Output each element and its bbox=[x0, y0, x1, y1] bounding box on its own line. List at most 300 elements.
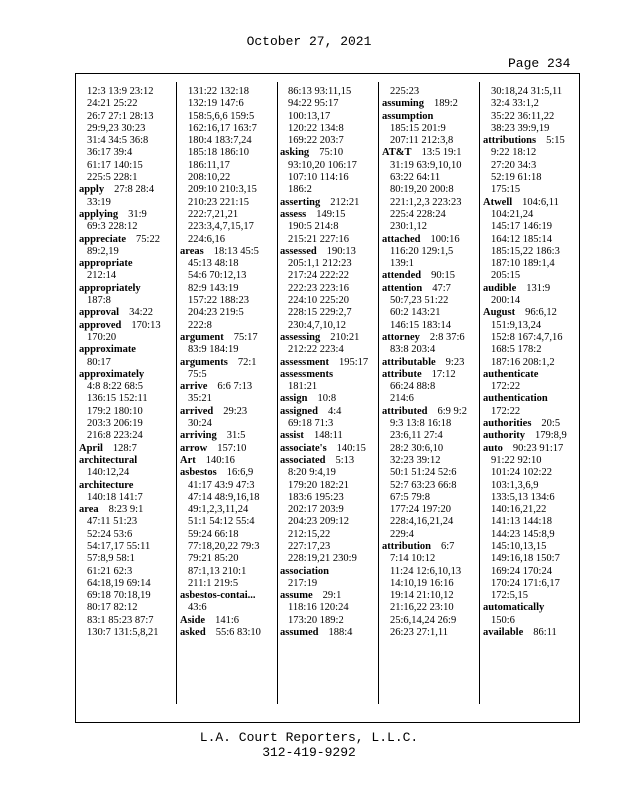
index-term: attribute bbox=[382, 368, 422, 380]
index-refs-line: 211:1 219:5 bbox=[188, 577, 239, 589]
index-term: authentication bbox=[483, 393, 548, 405]
index-refs-line: 158:5,6,6 159:5 bbox=[188, 110, 255, 122]
index-refs-line: 229:4 bbox=[390, 528, 414, 540]
index-entry bbox=[483, 443, 580, 455]
index-refs: 9:23 bbox=[445, 356, 465, 368]
index-refs-line: 59:24 66:18 bbox=[188, 528, 239, 540]
index-refs-line: 83:8 203:4 bbox=[390, 344, 436, 356]
index-term: appropriately bbox=[79, 282, 141, 294]
index-refs-line: 187:10 189:1,4 bbox=[491, 258, 555, 270]
index-refs: 157:10 bbox=[217, 442, 247, 454]
index-refs-line: 225:5 228:1 bbox=[87, 172, 138, 184]
index-refs-line: 200:14 bbox=[491, 295, 521, 307]
index-refs-line: 222:8 bbox=[188, 319, 212, 331]
index-refs-line: 60:2 143:21 bbox=[390, 307, 441, 319]
index-refs-line: 177:24 197:20 bbox=[390, 504, 451, 516]
index-term: assumed bbox=[280, 627, 319, 639]
index-refs-line: 25:6,14,24 26:9 bbox=[390, 614, 457, 626]
footer bbox=[0, 730, 618, 760]
index-refs: 4:4 bbox=[327, 405, 342, 417]
index-entry bbox=[280, 443, 377, 455]
index-refs-line: 208:10,22 bbox=[188, 172, 231, 184]
index-term: assigned bbox=[280, 405, 318, 417]
page-date: October 27, 2021 bbox=[246, 34, 372, 49]
index-refs-line: 69:3 228:12 bbox=[87, 221, 138, 233]
index-refs-line: 204:23 209:12 bbox=[288, 516, 349, 528]
index-term: architecture bbox=[79, 479, 134, 491]
index-term: assist bbox=[280, 430, 304, 442]
index-refs-line: 187:8 bbox=[87, 295, 111, 307]
index-refs-line: 12:3 13:9 23:12 bbox=[87, 86, 154, 97]
index-refs-line: 19:14 21:10,12 bbox=[390, 590, 454, 602]
index-term: appreciate bbox=[79, 233, 127, 245]
index-refs: 86:11 bbox=[533, 627, 557, 639]
index-refs-line: 209:10 210:3,15 bbox=[188, 184, 257, 196]
index-entry bbox=[483, 430, 580, 442]
index-refs-line: 140:12,24 bbox=[87, 467, 130, 479]
index-refs-line: 31:19 63:9,10,10 bbox=[390, 159, 462, 171]
index-refs-line: 61:17 140:15 bbox=[87, 159, 143, 171]
index-column-1 bbox=[79, 86, 176, 639]
index-refs-line: 170:20 bbox=[87, 331, 117, 343]
index-refs-line: 45:13 48:18 bbox=[188, 258, 239, 270]
index-refs: 149:15 bbox=[316, 208, 346, 220]
index-entry bbox=[79, 480, 176, 492]
index-refs: 29:1 bbox=[322, 590, 342, 602]
index-refs-line: 214:6 bbox=[390, 393, 414, 405]
index-term: apply bbox=[79, 184, 105, 196]
index-refs: 8:23 9:1 bbox=[108, 504, 144, 516]
index-refs: 16:6,9 bbox=[226, 467, 254, 479]
index-refs-line: 23:6,11 27:4 bbox=[390, 430, 443, 442]
index-refs-line: 186:2 bbox=[288, 184, 312, 196]
index-term: arrive bbox=[180, 381, 208, 393]
index-refs: 179:8,9 bbox=[535, 430, 567, 442]
index-term: authorities bbox=[483, 418, 532, 430]
index-refs-line: 75:5 bbox=[188, 368, 207, 380]
index-refs-line: 64:18,19 69:14 bbox=[87, 577, 151, 589]
index-term: arriving bbox=[180, 430, 217, 442]
index-refs: 148:11 bbox=[313, 430, 343, 442]
index-entry bbox=[79, 209, 176, 221]
index-entry bbox=[180, 455, 277, 467]
index-refs-line: 43:6 bbox=[188, 602, 207, 614]
index-entry bbox=[180, 430, 277, 442]
index-term: asking bbox=[280, 147, 310, 159]
index-entry bbox=[79, 234, 176, 246]
index-entry bbox=[483, 135, 580, 147]
index-entry bbox=[280, 455, 377, 467]
index-term: authenticate bbox=[483, 368, 539, 380]
index-refs: 195:17 bbox=[339, 356, 369, 368]
index-refs-line: 228:15 229:2,7 bbox=[288, 307, 352, 319]
index-refs: 6:9 9:2 bbox=[437, 405, 467, 417]
index-refs-line: 157:22 188:23 bbox=[188, 295, 249, 307]
index-refs-line: 170:24 171:6,17 bbox=[491, 577, 560, 589]
index-refs: 140:16 bbox=[205, 454, 235, 466]
index-term: April bbox=[79, 442, 103, 454]
index-refs: 20:5 bbox=[541, 418, 561, 430]
index-refs-line: 150:6 bbox=[491, 614, 515, 626]
index-refs-line: 152:8 167:4,7,16 bbox=[491, 331, 563, 343]
index-refs-line: 30:18,24 31:5,11 bbox=[491, 86, 563, 97]
index-refs-line: 101:24 102:22 bbox=[491, 467, 552, 479]
index-refs: 189:2 bbox=[434, 98, 458, 110]
index-term: assign bbox=[280, 393, 308, 405]
index-entry bbox=[382, 234, 479, 246]
index-refs-line: 52:7 63:23 66:8 bbox=[390, 479, 457, 491]
footer-phone: 312-419-9292 bbox=[262, 745, 356, 760]
index-term: attributed bbox=[382, 405, 428, 417]
index-refs-line: 27:20 34:3 bbox=[491, 159, 537, 171]
index-refs-line: 79:21 85:20 bbox=[188, 553, 239, 565]
index-refs: 72:1 bbox=[237, 356, 257, 368]
index-entry bbox=[180, 627, 277, 639]
index-refs-line: 116:20 129:1,5 bbox=[390, 245, 454, 257]
index-refs: 34:22 bbox=[129, 307, 153, 319]
index-refs-line: 33:19 bbox=[87, 196, 111, 208]
index-refs-line: 151:9,13,24 bbox=[491, 319, 542, 331]
index-refs-line: 24:21 25:22 bbox=[87, 98, 138, 110]
index-refs: 131:9 bbox=[526, 282, 551, 294]
index-term: associated bbox=[280, 454, 326, 466]
index-entry bbox=[280, 369, 377, 381]
index-refs-line: 169:22 203:7 bbox=[288, 135, 344, 147]
index-refs-line: 212:22 223:4 bbox=[288, 344, 344, 356]
index-term: asked bbox=[180, 627, 206, 639]
index-refs-line: 104:21,24 bbox=[491, 208, 534, 220]
index-entry bbox=[79, 344, 176, 356]
index-refs: 210:21 bbox=[330, 331, 360, 343]
index-term: arrow bbox=[180, 442, 208, 454]
index-refs-line: 50:1 51:24 52:6 bbox=[390, 467, 457, 479]
index-entry bbox=[382, 357, 479, 369]
index-refs-line: 80:17 bbox=[87, 356, 111, 368]
index-refs: 190:13 bbox=[326, 245, 356, 257]
index-refs-line: 133:5,13 134:6 bbox=[491, 491, 555, 503]
column-divider bbox=[176, 82, 177, 704]
index-entry bbox=[483, 369, 580, 381]
index-entry bbox=[382, 111, 479, 123]
index-refs-line: 172:5,15 bbox=[491, 590, 529, 602]
index-refs-line: 21:16,22 23:10 bbox=[390, 602, 454, 614]
index-refs-line: 36:17 39:4 bbox=[87, 147, 133, 159]
index-refs-line: 47:14 48:9,16,18 bbox=[188, 491, 260, 503]
index-refs-line: 69:18 71:3 bbox=[288, 418, 334, 430]
index-term: authority bbox=[483, 430, 525, 442]
index-refs-line: 9:3 13:8 16:18 bbox=[390, 418, 452, 430]
index-refs-line: 228:4,16,21,24 bbox=[390, 516, 454, 528]
index-term: assuming bbox=[382, 98, 425, 110]
index-refs: 5:15 bbox=[546, 135, 565, 147]
index-refs-line: 61:21 62:3 bbox=[87, 565, 133, 577]
index-term: asserting bbox=[280, 196, 321, 208]
footer-company: L.A. Court Reporters, L.L.C. bbox=[199, 730, 419, 745]
index-entry bbox=[79, 258, 176, 270]
index-refs-line: 224:6,16 bbox=[188, 233, 226, 245]
index-column-3 bbox=[280, 86, 377, 639]
index-term: approval bbox=[79, 307, 120, 319]
index-term: attention bbox=[382, 282, 423, 294]
index-entry bbox=[382, 541, 479, 553]
index-column-5 bbox=[483, 86, 580, 639]
index-refs: 17:12 bbox=[431, 368, 456, 380]
index-refs-line: 89:2,19 bbox=[87, 245, 119, 257]
index-refs-line: 54:17,17 55:11 bbox=[87, 540, 151, 552]
index-entry bbox=[483, 627, 580, 639]
index-term: attached bbox=[382, 233, 421, 245]
index-entry bbox=[79, 184, 176, 196]
index-refs-line: 80:19,20 200:8 bbox=[390, 184, 454, 196]
index-refs-line: 118:16 120:24 bbox=[288, 602, 349, 614]
index-refs: 29:23 bbox=[223, 405, 248, 417]
index-term: assessed bbox=[280, 245, 317, 257]
index-refs-line: 30:24 bbox=[188, 418, 212, 430]
index-refs: 96:6,12 bbox=[525, 307, 557, 319]
index-refs: 13:5 19:1 bbox=[421, 147, 462, 159]
index-term: attributions bbox=[483, 135, 537, 147]
index-refs-line: 145:17 146:19 bbox=[491, 221, 552, 233]
index-refs-line: 141:13 144:18 bbox=[491, 516, 552, 528]
index-term: Aside bbox=[180, 614, 206, 626]
page-number: Page 234 bbox=[508, 56, 571, 71]
index-term: arrived bbox=[180, 405, 214, 417]
index-entry bbox=[280, 197, 377, 209]
index-refs-line: 185:15 201:9 bbox=[390, 122, 446, 134]
index-refs-line: 136:15 152:11 bbox=[87, 393, 148, 405]
index-entry bbox=[483, 393, 580, 405]
index-refs-line: 35:21 bbox=[188, 393, 212, 405]
index-refs-line: 77:18,20,22 79:3 bbox=[188, 540, 260, 552]
index-refs: 47:7 bbox=[432, 282, 451, 294]
index-refs: 18:13 45:5 bbox=[213, 245, 259, 257]
index-entry bbox=[79, 455, 176, 467]
index-entry bbox=[79, 283, 176, 295]
index-entry bbox=[280, 332, 377, 344]
index-refs-line: 173:20 189:2 bbox=[288, 614, 344, 626]
index-refs-line: 205:15 bbox=[491, 270, 521, 282]
index-refs-line: 69:18 70:18,19 bbox=[87, 590, 151, 602]
index-column-4 bbox=[382, 86, 479, 639]
index-refs-line: 224:10 225:20 bbox=[288, 295, 349, 307]
index-refs-line: 57:8,9 58:1 bbox=[87, 553, 135, 565]
index-refs-line: 203:3 206:19 bbox=[87, 418, 143, 430]
index-refs-line: 185:15,22 186:3 bbox=[491, 245, 560, 257]
index-refs: 6:7 bbox=[441, 540, 455, 552]
index-refs-line: 212:14 bbox=[87, 270, 117, 282]
index-refs-line: 11:24 12:6,10,13 bbox=[390, 565, 462, 577]
index-refs-line: 162:16,17 163:7 bbox=[188, 122, 257, 134]
index-refs-line: 180:4 183:7,24 bbox=[188, 135, 252, 147]
index-refs-line: 26:7 27:1 28:13 bbox=[87, 110, 154, 122]
index-refs-line: 172:22 bbox=[491, 405, 521, 417]
index-refs-line: 187:16 208:1,2 bbox=[491, 356, 555, 368]
index-refs-line: 63:22 64:11 bbox=[390, 172, 441, 184]
index-refs-line: 181:21 bbox=[288, 381, 318, 393]
index-refs-line: 164:12 185:14 bbox=[491, 233, 552, 245]
index-entry bbox=[483, 602, 580, 614]
index-refs-line: 183:6 195:23 bbox=[288, 491, 344, 503]
index-refs-line: 172:22 bbox=[491, 381, 521, 393]
index-refs-line: 222:23 223:16 bbox=[288, 282, 349, 294]
index-refs-line: 31:4 34:5 36:8 bbox=[87, 135, 149, 147]
index-refs-line: 217:19 bbox=[288, 577, 318, 589]
index-refs-line: 100:13,17 bbox=[288, 110, 331, 122]
index-refs-line: 225:23 bbox=[390, 86, 420, 97]
index-term: automatically bbox=[483, 602, 545, 614]
index-term: architectural bbox=[79, 454, 138, 466]
index-refs-line: 83:1 85:23 87:7 bbox=[87, 614, 154, 626]
index-refs-line: 230:4,7,10,12 bbox=[288, 319, 347, 331]
index-refs: 75:17 bbox=[233, 331, 258, 343]
index-refs-line: 221:1,2,3 223:23 bbox=[390, 196, 462, 208]
index-refs-line: 225:4 228:24 bbox=[390, 208, 446, 220]
index-entry bbox=[382, 270, 479, 282]
index-refs-line: 215:21 227:16 bbox=[288, 233, 349, 245]
index-term: assess bbox=[280, 208, 307, 220]
index-term: attorney bbox=[382, 331, 420, 343]
index-refs-line: 9:22 18:12 bbox=[491, 147, 537, 159]
index-refs-line: 32:4 33:1,2 bbox=[491, 98, 539, 110]
index-entry bbox=[382, 283, 479, 295]
index-refs-line: 51:1 54:12 55:4 bbox=[188, 516, 255, 528]
column-divider bbox=[479, 82, 480, 704]
index-refs-line: 35:22 36:11,22 bbox=[491, 110, 555, 122]
index-entry bbox=[180, 443, 277, 455]
index-refs: 141:6 bbox=[215, 614, 240, 626]
index-entry bbox=[79, 320, 176, 332]
index-refs-line: 202:17 203:9 bbox=[288, 504, 344, 516]
index-entry bbox=[180, 406, 277, 418]
index-refs: 5:13 bbox=[335, 454, 355, 466]
index-entry bbox=[280, 590, 377, 602]
index-term: association bbox=[280, 565, 330, 577]
index-entry bbox=[79, 369, 176, 381]
index-refs: 75:10 bbox=[319, 147, 344, 159]
index-entry bbox=[180, 615, 277, 627]
index-term: assume bbox=[280, 590, 313, 602]
index-term: Atwell bbox=[483, 196, 513, 208]
index-refs-line: 132:19 147:6 bbox=[188, 98, 244, 110]
index-refs-line: 139:1 bbox=[390, 258, 414, 270]
index-refs: 188:4 bbox=[328, 627, 353, 639]
index-term: attended bbox=[382, 270, 422, 282]
index-term: applying bbox=[79, 208, 119, 220]
index-entry bbox=[280, 430, 377, 442]
index-box bbox=[75, 73, 580, 723]
index-refs-line: 91:22 92:10 bbox=[491, 454, 542, 466]
index-refs-line: 86:13 93:11,15 bbox=[288, 86, 352, 97]
index-entry bbox=[280, 147, 377, 159]
index-refs-line: 14:10,19 16:16 bbox=[390, 577, 454, 589]
index-refs-line: 145:10,13,15 bbox=[491, 540, 547, 552]
index-entry bbox=[280, 357, 377, 369]
index-term: approximately bbox=[79, 368, 145, 380]
index-refs-line: 130:7 131:5,8,21 bbox=[87, 627, 159, 639]
index-refs-line: 216:8 223:24 bbox=[87, 430, 143, 442]
index-term: Art bbox=[180, 454, 196, 466]
index-refs-line: 205:1,1 212:23 bbox=[288, 258, 352, 270]
index-refs-line: 140:18 141:7 bbox=[87, 491, 143, 503]
index-term: asbestos-contai... bbox=[180, 590, 256, 602]
index-entry bbox=[180, 246, 277, 258]
index-refs-line: 93:10,20 106:17 bbox=[288, 159, 357, 171]
index-refs-line: 217:24 222:22 bbox=[288, 270, 349, 282]
index-term: assessment bbox=[280, 356, 329, 368]
index-refs-line: 223:3,4,7,15,17 bbox=[188, 221, 254, 233]
index-entry bbox=[382, 332, 479, 344]
index-refs-line: 204:23 219:5 bbox=[188, 307, 244, 319]
index-entry bbox=[483, 283, 580, 295]
index-refs: 6:6 7:13 bbox=[217, 381, 253, 393]
index-refs-line: 207:11 212:3,8 bbox=[390, 135, 454, 147]
index-entry bbox=[180, 590, 277, 602]
index-refs-line: 47:11 51:23 bbox=[87, 516, 138, 528]
index-term: AT&T bbox=[382, 147, 412, 159]
index-refs-line: 80:17 82:12 bbox=[87, 602, 138, 614]
index-term: August bbox=[483, 307, 516, 319]
index-refs-line: 169:24 170:24 bbox=[491, 565, 552, 577]
index-refs: 100:16 bbox=[430, 233, 460, 245]
index-entry bbox=[483, 197, 580, 209]
index-refs: 104:6,11 bbox=[522, 196, 559, 208]
index-refs-line: 185:18 186:10 bbox=[188, 147, 249, 159]
index-refs: 10:8 bbox=[317, 393, 337, 405]
index-refs-line: 8:20 9:4,19 bbox=[288, 467, 336, 479]
index-refs-line: 41:17 43:9 47:3 bbox=[188, 479, 255, 491]
index-refs: 31:9 bbox=[128, 208, 147, 220]
index-term: arguments bbox=[180, 356, 228, 368]
index-refs-line: 131:22 132:18 bbox=[188, 86, 249, 97]
index-entry bbox=[180, 381, 277, 393]
index-entry bbox=[79, 504, 176, 516]
index-refs-line: 230:1,12 bbox=[390, 221, 428, 233]
index-refs-line: 107:10 114:16 bbox=[288, 172, 349, 184]
index-refs-line: 140:16,21,22 bbox=[491, 504, 547, 516]
index-entry bbox=[280, 627, 377, 639]
index-refs-line: 49:1,2,3,11,24 bbox=[188, 504, 249, 516]
index-refs-line: 94:22 95:17 bbox=[288, 98, 339, 110]
index-term: assessing bbox=[280, 331, 321, 343]
index-refs-line: 175:15 bbox=[491, 184, 521, 196]
index-refs-line: 26:23 27:1,11 bbox=[390, 627, 448, 639]
index-term: asbestos bbox=[180, 467, 217, 479]
index-term: audible bbox=[483, 282, 517, 294]
index-term: approved bbox=[79, 319, 122, 331]
index-term: approximate bbox=[79, 344, 136, 356]
index-refs-line: 28:2 30:6,10 bbox=[390, 442, 444, 454]
index-term: auto bbox=[483, 442, 503, 454]
index-term: attribution bbox=[382, 540, 432, 552]
index-refs-line: 222:7,21,21 bbox=[188, 208, 239, 220]
index-entry bbox=[180, 357, 277, 369]
index-entry bbox=[280, 246, 377, 258]
index-refs: 170:13 bbox=[131, 319, 161, 331]
index-entry bbox=[483, 418, 580, 430]
index-term: assumption bbox=[382, 110, 434, 122]
index-term: area bbox=[79, 504, 99, 516]
index-refs: 90:23 91:17 bbox=[512, 442, 564, 454]
index-refs: 128:7 bbox=[112, 442, 137, 454]
index-refs-line: 4:8 8:22 68:5 bbox=[87, 381, 144, 393]
index-refs-line: 212:15,22 bbox=[288, 528, 331, 540]
index-refs-line: 186:11,17 bbox=[188, 159, 230, 171]
index-refs: 2:8 37:6 bbox=[429, 331, 465, 343]
index-entry bbox=[280, 406, 377, 418]
index-entry bbox=[79, 443, 176, 455]
index-column-2 bbox=[180, 86, 277, 639]
index-refs: 31:5 bbox=[226, 430, 246, 442]
